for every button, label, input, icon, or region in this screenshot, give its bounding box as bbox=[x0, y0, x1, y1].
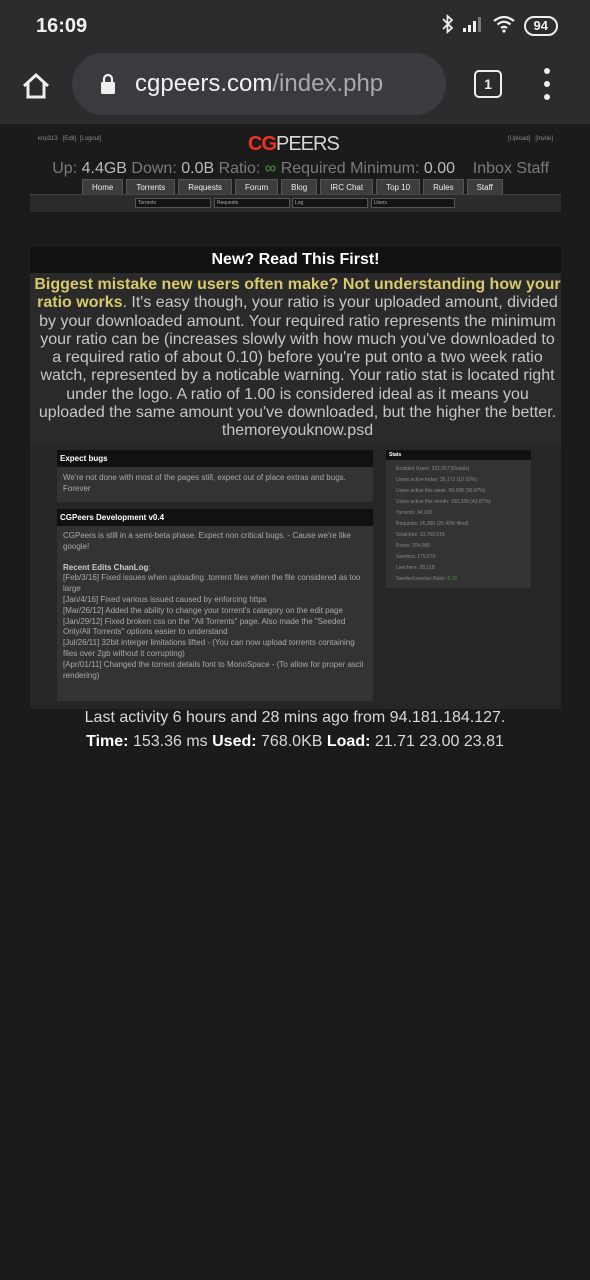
changelog-item: [Mar/26/12] Added the ability to change your torrent's category on the edit page bbox=[63, 605, 343, 615]
nav-requests[interactable]: Requests bbox=[178, 179, 232, 196]
seeder-leecher-ratio: 6.15 bbox=[447, 576, 458, 582]
development-intro: CGPeers is still in a semi-beta phase. Expect non critical bugs. - Cause we're like google! bbox=[63, 531, 351, 551]
changelog-item: [Jan/4/16] Fixed various issued caused by enforcing https bbox=[63, 594, 267, 604]
stat-row: Seeders: 175,570 bbox=[396, 554, 436, 560]
changelog-item: [Jan/29/12] Fixed broken css on the "All Torrents" page. Also made the "Seeded Only/All Torrents" options easier to understand bbox=[63, 616, 346, 637]
notice-box bbox=[30, 247, 561, 447]
site-logo[interactable]: CGPEERS bbox=[248, 133, 339, 155]
username-link[interactable]: krip313 bbox=[38, 136, 58, 142]
inbox-link[interactable]: Inbox bbox=[472, 160, 512, 177]
notice-body: . It's easy though, your ratio is your uploaded amount, divided by your downloaded amount. Your required ratio represents the minimum your ratio can be (increases slowly with how much you've downloaded to a required ratio of about 0.10) before you're put onto a two week ratio watch, represented by a noticable warning. Your ratio stat is located right under the logo. A ratio of 1.00 is considered ideal as it means you uploaded the same amount you've downloaded, but the higher the better. bbox=[38, 294, 558, 422]
stat-row: Snatches: 10,760,518 bbox=[396, 532, 445, 538]
browser-toolbar bbox=[0, 52, 590, 124]
changelog-title: Recent Edits ChanLog bbox=[63, 562, 149, 572]
expect-bugs-text: We're not done with most of the pages still, expect out of place extras and bugs. Forever bbox=[63, 473, 346, 493]
search-requests-input[interactable] bbox=[214, 198, 290, 208]
development-box bbox=[57, 509, 373, 701]
development-body: CGPeers is still in a semi-beta phase. Expect non critical bugs. - Cause we're like google! Recent Edits ChanLog: [Feb/3/16] Fixed issues when uploading .torrent files when the file considered as too large [Jan/4/16] Fixed various issued caused by enforcing https [Mar/26/12] Added the ability to change your torrent's category on the edit page [Jan/29/12] Fixed broken css on the "All Torrents" page. Also made the "Seeded Only/All Torrents" options easier to understand [Jul/26/11] 32bit interger limitations lifted - (You can now upload torrents containing files over 2gb without it corrupting) [Apr/01/11] Changed the torrent details font to MonoSpace - (To allow for proper ascii rendering) bbox=[57, 526, 373, 687]
nav-irc-chat[interactable]: IRC Chat bbox=[320, 179, 373, 196]
logout-link[interactable]: [Logout] bbox=[79, 136, 102, 142]
user-links bbox=[38, 136, 101, 142]
notice-signature: themoreyouknow.psd bbox=[221, 422, 374, 440]
stat-row: Requests: 26,365 (26.49% filled) bbox=[396, 521, 469, 527]
last-activity: Last activity 6 hours and 28 mins ago from 94.181.184.127. bbox=[84, 709, 506, 726]
bluetooth-icon bbox=[442, 14, 454, 39]
nav-forum[interactable]: Forum bbox=[235, 179, 278, 196]
user-stats-bar: Up: 4.4GB Down: 0.0B Ratio: ∞ Required Minimum: 0.00 Inbox Staff bbox=[52, 160, 550, 177]
time-value: 153.36 ms bbox=[132, 733, 208, 750]
stats-list bbox=[386, 460, 531, 589]
wifi-icon bbox=[492, 15, 516, 38]
notice-title: New? Read This First! bbox=[30, 247, 561, 273]
news-section bbox=[30, 447, 561, 709]
load-value: 21.71 23.00 23.81 bbox=[374, 733, 504, 750]
nav-blog[interactable]: Blog bbox=[281, 179, 317, 196]
stat-row-ratio: Seeder/Leecher Ratio: 6.15 bbox=[396, 576, 458, 582]
address-bar[interactable] bbox=[72, 53, 446, 115]
stats-title: Stats bbox=[386, 450, 531, 460]
development-title: CGPeers Development v0.4 bbox=[57, 509, 373, 526]
search-users-input[interactable] bbox=[371, 198, 455, 208]
battery-indicator: 94 bbox=[524, 16, 558, 36]
stat-row: Leechers: 28,518 bbox=[396, 565, 435, 571]
search-log-input[interactable] bbox=[292, 198, 368, 208]
changelog-item: [Apr/01/11] Changed the torrent details font to MonoSpace - (To allow for proper ascii rendering) bbox=[63, 659, 364, 680]
stat-row: Users active this week: 99,698 (30.97%) bbox=[396, 488, 486, 494]
changelog-item: [Jul/26/11] 32bit interger limitations lifted - (You can now upload torrents containing files over 2gb without it corrupting) bbox=[63, 638, 355, 658]
stat-row: Users active today: 35,172 (10.93%) bbox=[396, 477, 477, 483]
nav-rules[interactable]: Rules bbox=[423, 179, 463, 196]
url-host: cgpeers.com bbox=[135, 70, 273, 97]
nav-staff[interactable]: Staff bbox=[467, 179, 503, 196]
expect-bugs-title: Expect bugs bbox=[57, 450, 373, 467]
overflow-menu-icon[interactable] bbox=[540, 68, 554, 100]
stats-box bbox=[386, 450, 531, 588]
header-right-links bbox=[508, 136, 553, 142]
tab-switcher-button[interactable]: 1 bbox=[474, 70, 502, 98]
notice-highlight: Biggest mistake new users often make? Not understanding how your ratio works bbox=[34, 276, 561, 312]
stat-row: Enabled Users: 321,957 [Details] bbox=[396, 466, 470, 472]
search-torrents-input[interactable] bbox=[135, 198, 211, 208]
changelog-item: [Feb/3/16] Fixed issues when uploading .torrent files when the file considered as too large bbox=[63, 573, 361, 594]
signal-icon bbox=[462, 15, 484, 38]
nav-top-10[interactable]: Top 10 bbox=[376, 179, 420, 196]
ratio-value: ∞ bbox=[264, 160, 277, 177]
nav-home[interactable]: Home bbox=[82, 179, 123, 196]
download-amount: 0.0B bbox=[181, 160, 215, 177]
status-icons bbox=[442, 14, 558, 38]
clock: 16:09 bbox=[36, 15, 88, 37]
notice-text bbox=[30, 273, 561, 441]
site-header bbox=[30, 130, 561, 158]
home-icon[interactable] bbox=[16, 66, 56, 106]
nav-torrents[interactable]: Torrents bbox=[126, 179, 175, 196]
status-bar bbox=[0, 0, 590, 52]
staff-link[interactable]: Staff bbox=[516, 160, 550, 177]
required-ratio: 0.00 bbox=[423, 160, 456, 177]
stat-row: Users active this month: 150,339 (43.87%) bbox=[396, 499, 491, 505]
invite-link[interactable]: [Invite] bbox=[535, 136, 553, 142]
url-text bbox=[135, 70, 383, 98]
expect-bugs-box bbox=[57, 450, 373, 502]
page-content bbox=[30, 130, 561, 710]
upload-amount: 4.4GB bbox=[81, 160, 127, 177]
stat-row: Peers: 204,086 bbox=[396, 543, 430, 549]
used-value: 768.0KB bbox=[261, 733, 323, 750]
stat-row: Torrents: 34,100 bbox=[396, 510, 433, 516]
search-bar bbox=[30, 194, 561, 212]
lock-icon bbox=[100, 73, 116, 95]
edit-link[interactable]: [Edit] bbox=[62, 136, 77, 142]
upload-link[interactable]: [Upload] bbox=[507, 136, 531, 142]
url-path: /index.php bbox=[272, 70, 384, 97]
page-timing: Time: 153.36 ms Used: 768.0KB Load: 21.71 23.00 23.81 bbox=[86, 733, 504, 750]
